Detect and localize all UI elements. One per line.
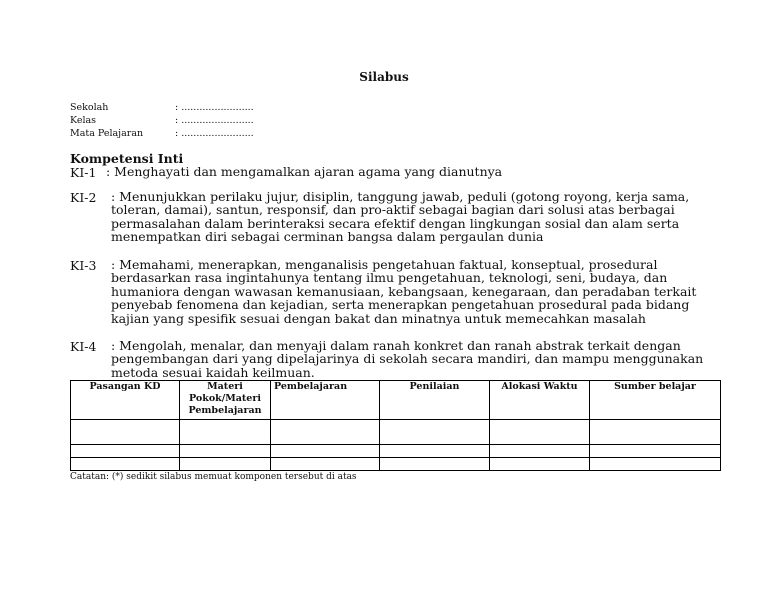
document-title: Silabus (359, 70, 409, 84)
meta-label-mata-pelajaran: Mata Pelajaran (70, 128, 144, 139)
table-cell (590, 420, 721, 445)
header-materi-pokok: Materi Pokok/Materi Pembelajaran (180, 381, 271, 420)
table-cell (71, 458, 180, 471)
ki-4-text: : Mengolah, menalar, dan menyaji dalam ranah konkret dan ranah abstrak terkait dengan pengembangan dari yang dipelajarinya di sekolah secara mandiri, dan mampu menggunakan metoda sesuai kaidah keilmuan. (111, 338, 704, 380)
table-header-row (71, 381, 721, 420)
table-row (71, 445, 721, 458)
table-cell (380, 445, 490, 458)
table-cell (490, 445, 590, 458)
table-cell (271, 420, 380, 445)
header-pembelajaran: Pembelajaran (271, 381, 380, 420)
meta-label-sekolah: Sekolah (70, 102, 109, 113)
meta-label-kelas: Kelas (70, 115, 97, 126)
table-row (71, 420, 721, 445)
table-row (71, 458, 721, 471)
table-cell (71, 420, 180, 445)
table-cell (180, 445, 271, 458)
table-cell (590, 445, 721, 458)
table-cell (490, 420, 590, 445)
meta-value-kelas: : ........................ (175, 115, 254, 126)
silabus-table (70, 380, 721, 471)
table-cell (180, 458, 271, 471)
meta-value-sekolah: : ........................ (175, 102, 254, 113)
ki-2-text: : Menunjukkan perilaku jujur, disiplin, tanggung jawab, peduli (gotong royong, kerja sama, toleran, damai), santun, responsif, dan pro-aktif sebagai bagian dari solusi atas berbagai permasalahan dalam berinteraksi secara efektif dengan lingkungan sosial dan alam serta menempatkan diri sebagai cerminan bangsa dalam pergaulan dunia (111, 189, 690, 245)
kompetensi-inti-heading: Kompetensi Inti (70, 151, 184, 166)
ki-2-code: KI-2 (70, 190, 97, 205)
header-sumber-belajar: Sumber belajar (590, 381, 721, 420)
ki-1-code: KI-1 (70, 165, 97, 180)
ki-3-code: KI-3 (70, 258, 97, 273)
table-cell (490, 458, 590, 471)
header-penilaian: Penilaian (380, 381, 490, 420)
table-cell (590, 458, 721, 471)
table-cell (380, 420, 490, 445)
table-cell (271, 458, 380, 471)
header-pasangan-kd: Pasangan KD (71, 381, 180, 420)
table-cell (380, 458, 490, 471)
ki-1-text: : Menghayati dan mengamalkan ajaran agama yang dianutnya (106, 164, 503, 179)
ki-4-code: KI-4 (70, 339, 97, 354)
table-cell (271, 445, 380, 458)
table-cell (71, 445, 180, 458)
meta-value-mata-pelajaran: : ........................ (175, 128, 254, 139)
header-alokasi-waktu: Alokasi Waktu (490, 381, 590, 420)
ki-3-text: : Memahami, menerapkan, menganalisis pengetahuan faktual, konseptual, prosedural berdasarkan rasa ingintahunya tentang ilmu pengetahuan, teknologi, seni, budaya, dan humaniora dengan wawasan kemanusiaan, kebangsaan, kenegaraan, dan peradaban terkait penyebab fenomena dan kejadian, serta menerapkan pengetahuan prosedural pada bidang kajian yang spesifik sesuai dengan bakat dan minatnya untuk memecahkan masalah (111, 257, 697, 326)
table-note: Catatan: (*) sedikit silabus memuat komponen tersebut di atas (70, 472, 357, 482)
table-cell (180, 420, 271, 445)
